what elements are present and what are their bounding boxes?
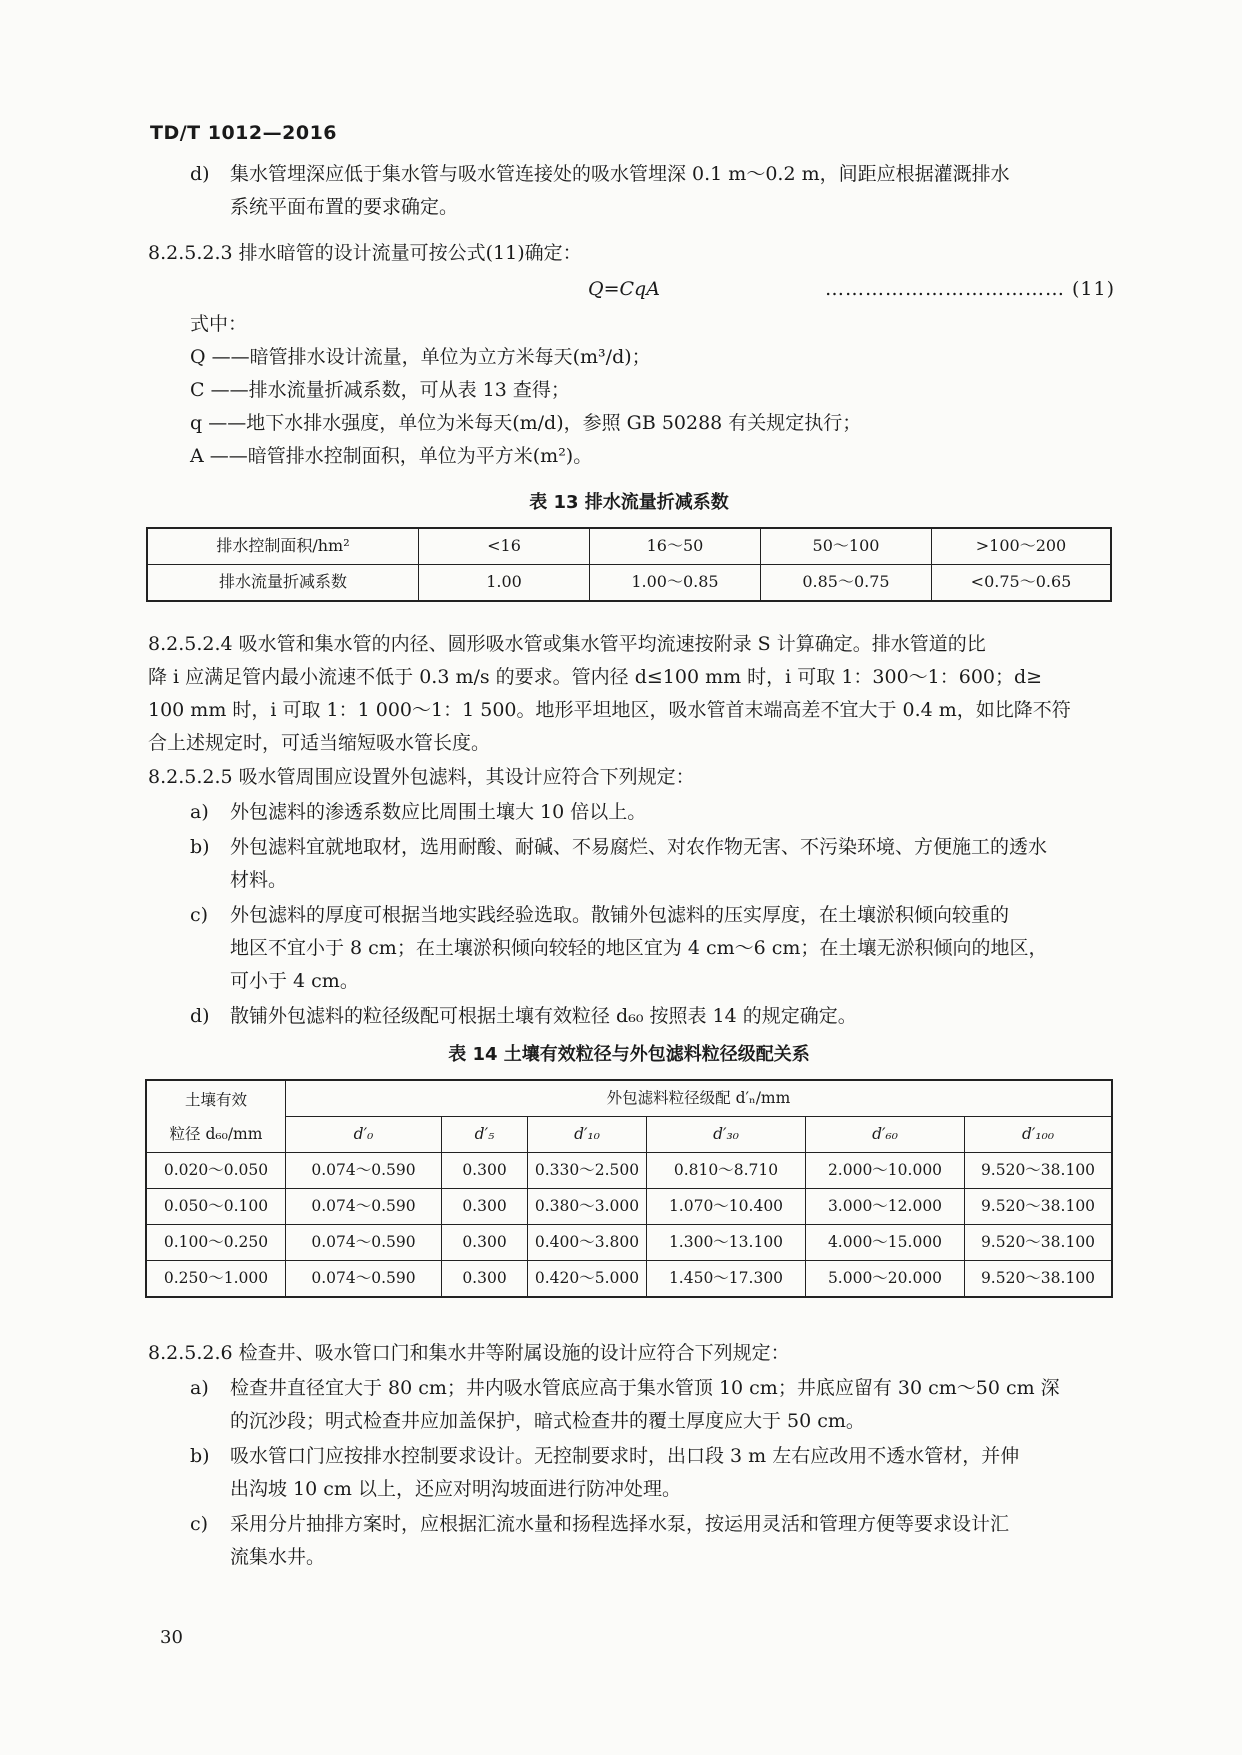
list-item-a (190, 1372, 1060, 1438)
table-cell: 16～50 (590, 528, 761, 565)
table-cell: 排水控制面积/hm² (147, 528, 419, 565)
definition-q-intensity: q ——地下水排水强度，单位为米每天(m/d)，参照 GB 50288 有关规定执行； (190, 412, 862, 434)
section-4 (148, 628, 1071, 760)
table-subhead: d′₃₀ (647, 1117, 806, 1153)
definition-a: A ——暗管排水控制面积，单位为平方米(m²)。 (190, 445, 593, 467)
table-row (147, 565, 1111, 602)
table-head-group: 外包滤料粒径级配 d′ₙ/mm (286, 1080, 1113, 1117)
table-cell: 5.000～20.000 (806, 1261, 965, 1298)
list-item-d (190, 1000, 1047, 1033)
table-cell: 3.000～12.000 (806, 1189, 965, 1225)
table-subheader-row (146, 1117, 1112, 1153)
table-subhead: d′₀ (286, 1117, 442, 1153)
item-text-line: 检查井直径宜大于 80 cm；井内吸水管底应高于集水管顶 10 cm；井底应留有 30 cm～50 cm 深 (230, 1377, 1060, 1399)
item-label: b) (190, 1445, 210, 1467)
table-cell: 0.100～0.250 (146, 1225, 286, 1261)
table-cell: >100～200 (932, 528, 1112, 565)
item-text-line: 材料。 (230, 869, 288, 891)
table-cell: 50～100 (761, 528, 932, 565)
table-head-soil (146, 1080, 286, 1153)
table-14 (145, 1079, 1113, 1298)
item-text-line: 采用分片抽排方案时，应根据汇流水量和扬程选择水泵，按运用灵活和管理方便等要求设计汇 (230, 1513, 1010, 1535)
item-label: d) (190, 163, 210, 185)
definition-q-design: Q ——暗管排水设计流量，单位为立方米每天(m³/d)； (190, 346, 651, 368)
paragraph-line: 100 mm 时，i 可取 1：1 000～1：1 500。地形平坦地区，吸水管首末端高差不宜大于 0.4 m，如比降不符 (148, 699, 1071, 721)
table-cell: 9.520～38.100 (965, 1153, 1113, 1189)
item-label: a) (190, 801, 209, 823)
table-row (146, 1225, 1112, 1261)
table-cell: 0.074～0.590 (286, 1153, 442, 1189)
paragraph-line: 合上述规定时，可适当缩短吸水管长度。 (148, 732, 491, 754)
table-cell: <0.75～0.65 (932, 565, 1112, 602)
section-heading-5: 8.2.5.2.5 吸水管周围应设置外包滤料，其设计应符合下列规定： (148, 766, 695, 788)
table-cell: 0.020～0.050 (146, 1153, 286, 1189)
item-text-line: 外包滤料的厚度可根据当地实践经验选取。散铺外包滤料的压实厚度，在土壤淤积倾向较重的 (230, 904, 1010, 926)
item-text-line: 外包滤料的渗透系数应比周围土壤大 10 倍以上。 (230, 801, 647, 823)
table-cell: 0.420～5.000 (528, 1261, 647, 1298)
table-row (146, 1261, 1112, 1298)
table-cell: 1.00 (419, 565, 590, 602)
table-cell: 0.300 (442, 1225, 528, 1261)
table-14-caption: 表 14 土壤有效粒径与外包滤料粒径级配关系 (448, 1044, 810, 1065)
table-cell: 0.074～0.590 (286, 1189, 442, 1225)
section-5-items (190, 796, 1047, 1033)
table-cell: <16 (419, 528, 590, 565)
table-cell: 排水流量折减系数 (147, 565, 419, 602)
paragraph-line: 8.2.5.2.4 吸水管和集水管的内径、圆形吸水管或集水管平均流速按附录 S 计算确定。排水管道的比 (148, 633, 986, 655)
formula: Q=CqA (588, 278, 660, 300)
table-subhead: d′₅ (442, 1117, 528, 1153)
table-cell: 0.400～3.800 (528, 1225, 647, 1261)
table-13-caption: 表 13 排水流量折减系数 (529, 492, 729, 513)
item-text-line: 可小于 4 cm。 (230, 970, 359, 992)
list-item-a (190, 796, 1047, 829)
table-cell: 1.450～17.300 (647, 1261, 806, 1298)
item-text-line: 系统平面布置的要求确定。 (230, 196, 459, 218)
item-text-line: 地区不宜小于 8 cm；在土壤淤积倾向较轻的地区宜为 4 cm～6 cm；在土壤无淤积倾向的地区， (230, 937, 1048, 959)
table-cell: 9.520～38.100 (965, 1189, 1113, 1225)
formula-definitions (190, 308, 861, 473)
item-text-line: 集水管埋深应低于集水管与吸水管连接处的吸水管埋深 0.1 m～0.2 m，间距应根据灌溉排水 (230, 163, 1010, 185)
section-6-items (190, 1372, 1060, 1574)
page-number: 30 (160, 1627, 183, 1648)
item-text-line: 流集水井。 (230, 1546, 326, 1568)
table-header-row (146, 1080, 1112, 1117)
table-cell: 0.810～8.710 (647, 1153, 806, 1189)
item-text-line: 外包滤料宜就地取材，选用耐酸、耐碱、不易腐烂、对农作物无害、不污染环境、方便施工的透水 (230, 836, 1048, 858)
list-item-d-top (190, 158, 1150, 224)
table-cell: 0.330～2.500 (528, 1153, 647, 1189)
table-cell: 0.380～3.000 (528, 1189, 647, 1225)
list-item-c (190, 899, 1047, 998)
table-cell: 0.300 (442, 1261, 528, 1298)
table-cell: 0.300 (442, 1189, 528, 1225)
table-cell: 0.250～1.000 (146, 1261, 286, 1298)
table-cell: 9.520～38.100 (965, 1261, 1113, 1298)
table-cell: 4.000～15.000 (806, 1225, 965, 1261)
table-head-line: 土壤有效 (184, 1090, 247, 1109)
table-cell: 0.300 (442, 1153, 528, 1189)
table-cell: 9.520～38.100 (965, 1225, 1113, 1261)
item-text-line: 的沉沙段；明式检查井应加盖保护，暗式检查井的覆土厚度应大于 50 cm。 (230, 1410, 865, 1432)
table-cell: 0.050～0.100 (146, 1189, 286, 1225)
table-cell: 0.074～0.590 (286, 1225, 442, 1261)
definition-c: C ——排水流量折减系数，可从表 13 查得； (190, 379, 570, 401)
table-subhead: d′₆₀ (806, 1117, 965, 1153)
item-text-line: 散铺外包滤料的粒径级配可根据土壤有效粒径 d₆₀ 按照表 14 的规定确定。 (230, 1005, 857, 1027)
item-label: c) (190, 904, 209, 926)
table-cell: 1.300～13.100 (647, 1225, 806, 1261)
item-label: c) (190, 1513, 209, 1535)
list-item-b (190, 831, 1047, 897)
table-cell: 0.074～0.590 (286, 1261, 442, 1298)
paragraph-line: 降 i 应满足管内最小流速不低于 0.3 m/s 的要求。管内径 d≤100 mm 时，i 可取 1：300～1：600；d≥ (148, 666, 1043, 688)
section-heading-6: 8.2.5.2.6 检查井、吸水管口门和集水井等附属设施的设计应符合下列规定： (148, 1342, 790, 1364)
item-label: b) (190, 836, 210, 858)
table-row (147, 528, 1111, 565)
item-text-line: 出沟坡 10 cm 以上，还应对明沟坡面进行防冲处理。 (230, 1478, 681, 1500)
list-item-b (190, 1440, 1060, 1506)
section-heading-3: 8.2.5.2.3 排水暗管的设计流量可按公式(11)确定： (148, 242, 582, 264)
standard-number: TD/T 1012—2016 (150, 122, 338, 144)
item-label: a) (190, 1377, 209, 1399)
table-13 (146, 527, 1112, 602)
list-item-c (190, 1508, 1060, 1574)
table-cell: 1.00～0.85 (590, 565, 761, 602)
table-row (146, 1189, 1112, 1225)
where-label: 式中： (190, 313, 248, 335)
formula-number: ……………………………… (11) (824, 278, 1115, 300)
table-subhead: d′₁₀₀ (965, 1117, 1113, 1153)
table-cell: 0.85～0.75 (761, 565, 932, 602)
item-text-line: 吸水管口门应按排水控制要求设计。无控制要求时，出口段 3 m 左右应改用不透水管材，并伸 (230, 1445, 1020, 1467)
table-row (146, 1153, 1112, 1189)
table-subhead: d′₁₀ (528, 1117, 647, 1153)
item-label: d) (190, 1005, 210, 1027)
table-cell: 2.000～10.000 (806, 1153, 965, 1189)
table-cell: 1.070～10.400 (647, 1189, 806, 1225)
table-head-line: 粒径 d₆₀/mm (169, 1124, 263, 1143)
